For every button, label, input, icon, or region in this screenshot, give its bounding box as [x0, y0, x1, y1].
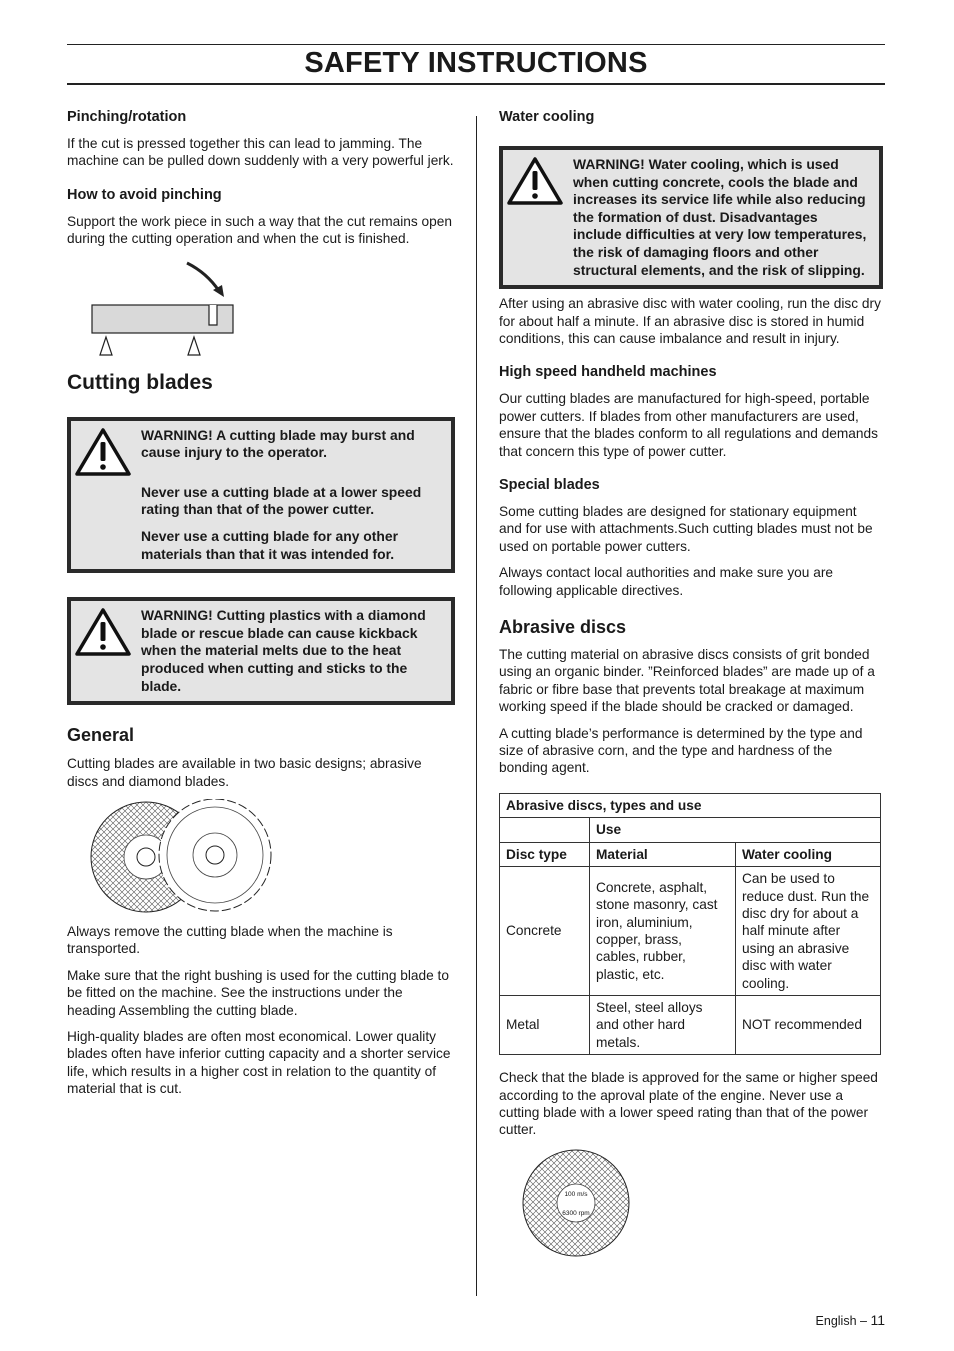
general-designs-text: Cutting blades are available in two basic designs; abrasive discs and diamond blades. — [67, 756, 422, 789]
table-cell-disc-type: Metal — [500, 995, 590, 1054]
abrasive-discs-heading: Abrasive discs — [499, 617, 627, 638]
column-divider — [476, 116, 477, 1296]
special-blades-text: Some cutting blades are designed for stationary equipment and for use with attachments.Such cutting blades must not be used on portable power cutters. — [499, 504, 873, 554]
warning-triangle-icon — [75, 427, 131, 477]
page-footer — [816, 1312, 885, 1328]
table-cell-material: Steel, steel alloys and other hard metals. — [590, 995, 736, 1054]
special-blades-authorities-text: Always contact local authorities and make sure you are following applicable directives. — [499, 565, 833, 598]
general-remove-text: Always remove the cutting blade when the machine is transported. — [67, 923, 393, 957]
abrasive-performance-text: A cutting blade’s performance is determined by the type and size of abrasive corn, and the type and hardness of the bonding agent. — [499, 725, 863, 776]
table-title: Abrasive discs, types and use — [500, 793, 881, 817]
blade-types-illustration — [89, 799, 289, 915]
general-quality-text: High-quality blades are often most economical. Lower quality blades often have inferior cutting capacity and a shorter service life, which results in a higher cost in relation to the quantity of material that is cut. — [67, 1029, 451, 1097]
table-cell-disc-type: Concrete — [500, 867, 590, 996]
warning-speed-text: Never use a cutting blade at a lower speed rating than that of the power cutter. — [141, 483, 422, 518]
warning-box-plastics — [67, 597, 455, 705]
page-header — [67, 44, 885, 85]
table-title-row — [500, 793, 881, 817]
high-speed-heading: High speed handheld machines — [499, 364, 717, 381]
disc-speed-text: 100 m/s — [564, 1190, 588, 1198]
water-cooling-text: After using an abrasive disc with water cooling, run the disc dry for about half a minute. If an abrasive disc is stored in humid conditions, this can cause imbalance and result in injury. — [499, 296, 881, 346]
approval-check-text: Check that the blade is approved for the same or higher speed according to the aproval plate of the engine. Never use a cutting blade with a lower speed rating than that of the power cutter. — [499, 1070, 878, 1138]
special-blades-heading: Special blades — [499, 477, 600, 493]
table-cell-water-cooling: NOT recommended — [736, 995, 881, 1054]
warning-material-text: Never use a cutting blade for any other materials than that it was intended for. — [141, 528, 399, 562]
table-row — [500, 995, 881, 1054]
page-title: SAFETY INSTRUCTIONS — [304, 47, 648, 79]
right-column — [499, 108, 883, 1260]
high-speed-text: Our cutting blades are manufactured for high-speed, portable power cutters. If blades from other manufacturers are used, ensure that the blades conform to all regulations and demands that concern this type of power cutter. — [499, 391, 878, 459]
footer-dash: – — [860, 1314, 867, 1328]
warning-water-text: WARNING! Water cooling, which is used when cutting concrete, cools the blade and increases its service life while also reducing the formation of dust. Disadvantages include difficulties at very low temperatures, the risk of damaging floors and other structural elements, and the risk of slipping. — [573, 156, 867, 278]
pinching-text: If the cut is pressed together this can lead to jamming. The machine can be pulled down suddenly with a very powerful jerk. — [67, 136, 454, 169]
avoid-pinching-text: Support the work piece in such a way that the cut remains open during the cutting operation and when the cut is finished. — [67, 213, 452, 247]
general-bushing-text: Make sure that the right bushing is used for the cutting blade to be fitted on the machine. See the instructions under the heading Assembling the cutting blade. — [67, 967, 449, 1018]
table-header-material: Material — [590, 842, 736, 866]
warning-box-water — [499, 146, 883, 289]
table-cell-water-cooling: Can be used to reduce dust. Run the disc dry for about a half minute after using an abrasive disc with water cooling. — [736, 867, 881, 996]
general-heading: General — [67, 725, 135, 746]
table-cell-material: Concrete, asphalt, stone masonry, cast iron, aluminium, copper, brass, cables, rubber, plastic, etc. — [590, 867, 736, 996]
disc-speed-label-illustration — [521, 1148, 633, 1260]
table-row — [500, 818, 881, 842]
table-header-row — [500, 842, 881, 866]
warning-triangle-icon — [75, 607, 131, 657]
table-header-water-cooling: Water cooling — [736, 842, 881, 866]
table-header-use: Use — [590, 818, 881, 842]
warning-triangle-icon — [507, 156, 563, 206]
page-number: 11 — [870, 1312, 885, 1328]
left-column — [67, 108, 455, 1107]
footer-language: English — [815, 1314, 857, 1328]
avoid-pinching-heading: How to avoid pinching — [67, 186, 222, 203]
table-header-disc-type: Disc type — [500, 842, 590, 866]
warning-burst-text: WARNING! A cutting blade may burst and cause injury to the operator. — [141, 426, 415, 461]
warning-plastics-text: WARNING! Cutting plastics with a diamond blade or rescue blade can cause kickback when the material melts due to the heat produced when cutting and sticks to the blade. — [141, 607, 426, 694]
table-row — [500, 867, 881, 996]
pinching-heading: Pinching/rotation — [67, 109, 187, 125]
cutting-blades-heading: Cutting blades — [67, 370, 213, 394]
warning-box-burst — [67, 417, 455, 574]
abrasive-discs-text: The cutting material on abrasive discs consists of grit bonded using an organic binder. ”Reinforced blades” are made up of a fabric or fibre base that prevents total breakage at maximum working speed if the blade should be cracked or damaged. — [499, 647, 875, 715]
table-cell-empty — [500, 818, 590, 842]
abrasive-discs-table — [499, 793, 881, 1055]
water-cooling-heading: Water cooling — [499, 109, 595, 125]
disc-rpm-text: 6300 rpm — [562, 1209, 590, 1217]
pinching-illustration — [87, 257, 267, 361]
